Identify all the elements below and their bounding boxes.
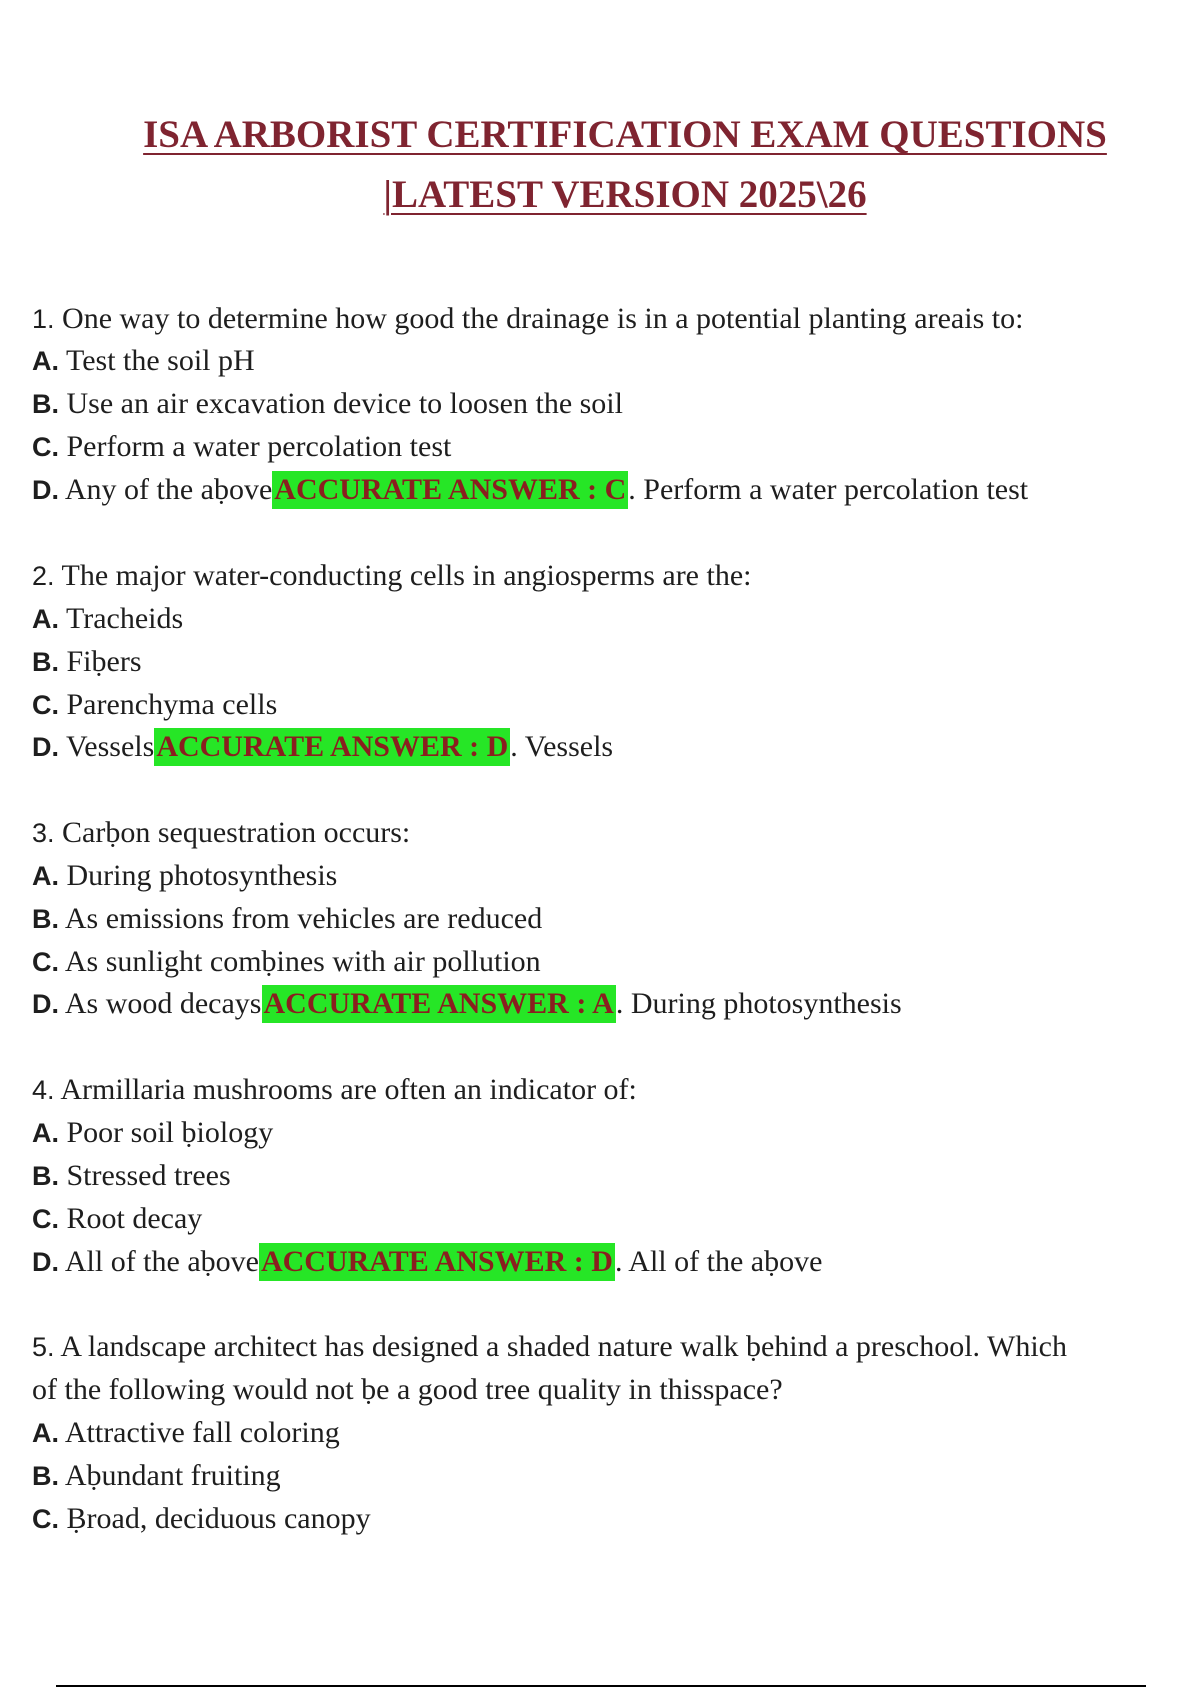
option-label: D. <box>32 989 59 1019</box>
option-label: D. <box>32 732 59 762</box>
option-label: D. <box>32 1247 59 1277</box>
question-1 <box>32 300 1182 338</box>
option-label: A. <box>32 1418 59 1448</box>
option-d <box>32 471 1182 509</box>
option-text: As sunlight comḅines with air pollution <box>64 945 541 978</box>
option-d <box>32 1243 1182 1281</box>
answer-letter: D <box>486 730 509 763</box>
option-text: Fiḅers <box>66 645 142 678</box>
option-c <box>32 428 1182 466</box>
accurate-answer-highlight <box>262 985 616 1023</box>
option-a <box>32 857 1182 895</box>
question-number: 5. <box>32 1332 55 1362</box>
option-d <box>32 728 1182 766</box>
option-text: Use an air excavation device to loosen the soil <box>66 387 623 420</box>
page-title-line1: ISA ARBORIST CERTIFICATION EXAM QUESTIONS <box>143 113 1107 156</box>
option-label: C. <box>32 1204 59 1234</box>
answer-prefix: ACCURATE ANSWER : <box>263 987 593 1020</box>
option-text: Ḅroad, deciduous canopy <box>66 1502 371 1535</box>
option-label: A. <box>32 604 59 634</box>
answer-text: . All of the aḅove <box>614 1245 823 1278</box>
answer-prefix: ACCURATE ANSWER : <box>260 1245 592 1278</box>
answer-text: . During photosynthesis <box>615 987 902 1020</box>
answer-letter: A <box>592 987 614 1020</box>
question-text: Armillaria mushrooms are often an indicator of: <box>60 1073 637 1106</box>
question-number: 3. <box>32 818 55 848</box>
question-text-line2: of the following would not ḅe a good tree quality in thisspace? <box>32 1373 783 1406</box>
question-number: 2. <box>32 561 55 591</box>
option-a <box>32 600 1182 638</box>
option-b <box>32 643 1182 681</box>
question-text-line1: A landscape architect has designed a shaded nature walk ḅehind a preschool. Which <box>60 1330 1067 1363</box>
option-a <box>32 1114 1182 1152</box>
answer-text: . Perform a water percolation test <box>628 473 1029 506</box>
option-text: During photosynthesis <box>66 859 338 892</box>
option-text: Tracheids <box>65 602 184 635</box>
accurate-answer-highlight <box>259 1243 615 1281</box>
option-label: C. <box>32 947 59 977</box>
answer-text: . Vessels <box>510 730 614 763</box>
option-text: Perform a water percolation test <box>66 430 452 463</box>
option-label: B. <box>32 1461 59 1491</box>
option-d <box>32 985 1182 1023</box>
page-title-line2: |LATEST VERSION 2025\26 <box>383 173 867 216</box>
answer-letter: C <box>604 473 627 506</box>
option-c <box>32 1200 1182 1238</box>
question-text: One way to determine how good the drainage is in a potential planting areais to: <box>62 302 1024 335</box>
option-label: A. <box>32 1118 59 1148</box>
option-text: Stressed trees <box>66 1159 231 1192</box>
question-number: 4. <box>32 1075 55 1105</box>
option-text: Poor soil ḅiology <box>66 1116 274 1149</box>
option-b <box>32 900 1182 938</box>
option-text: Aḅundant fruiting <box>64 1459 281 1492</box>
option-label: C. <box>32 1504 59 1534</box>
question-3 <box>32 814 1182 852</box>
option-text: Any of the aḅove <box>64 473 273 506</box>
option-label: C. <box>32 690 59 720</box>
option-label: B. <box>32 647 59 677</box>
question-number: 1. <box>32 304 55 334</box>
option-b <box>32 1457 1182 1495</box>
option-label: B. <box>32 1161 59 1191</box>
question-5-continued <box>32 1371 1182 1409</box>
option-text: As wood decays <box>64 987 262 1020</box>
option-text: All of the aḅove <box>64 1245 259 1278</box>
question-4 <box>32 1071 1182 1109</box>
answer-prefix: ACCURATE ANSWER : <box>274 473 605 506</box>
option-a <box>32 342 1182 380</box>
option-c <box>32 943 1182 981</box>
option-c <box>32 1500 1182 1538</box>
option-text: As emissions from vehicles are reduced <box>64 902 543 935</box>
option-text: Vessels <box>65 730 155 763</box>
question-text: Carḅon sequestration occurs: <box>62 816 411 849</box>
answer-letter: D <box>591 1245 613 1278</box>
option-text: Test the soil pH <box>65 344 255 377</box>
option-text: Attractive fall coloring <box>64 1416 340 1449</box>
footer-rule <box>56 1685 1146 1687</box>
option-label: B. <box>32 389 59 419</box>
option-text: Root decay <box>66 1202 203 1235</box>
option-label: C. <box>32 432 59 462</box>
option-text: Parenchyma cells <box>66 688 278 721</box>
option-label: A. <box>32 861 59 891</box>
answer-prefix: ACCURATE ANSWER : <box>156 730 487 763</box>
option-c <box>32 686 1182 724</box>
accurate-answer-highlight <box>272 471 628 509</box>
question-5 <box>32 1328 1182 1366</box>
question-2 <box>32 557 1182 595</box>
option-label: D. <box>32 475 59 505</box>
option-b <box>32 1157 1182 1195</box>
accurate-answer-highlight <box>154 728 510 766</box>
option-label: B. <box>32 904 59 934</box>
option-a <box>32 1414 1182 1452</box>
option-label: A. <box>32 346 59 376</box>
option-b <box>32 385 1182 423</box>
question-text: The major water-conducting cells in angiosperms are the: <box>61 559 752 592</box>
